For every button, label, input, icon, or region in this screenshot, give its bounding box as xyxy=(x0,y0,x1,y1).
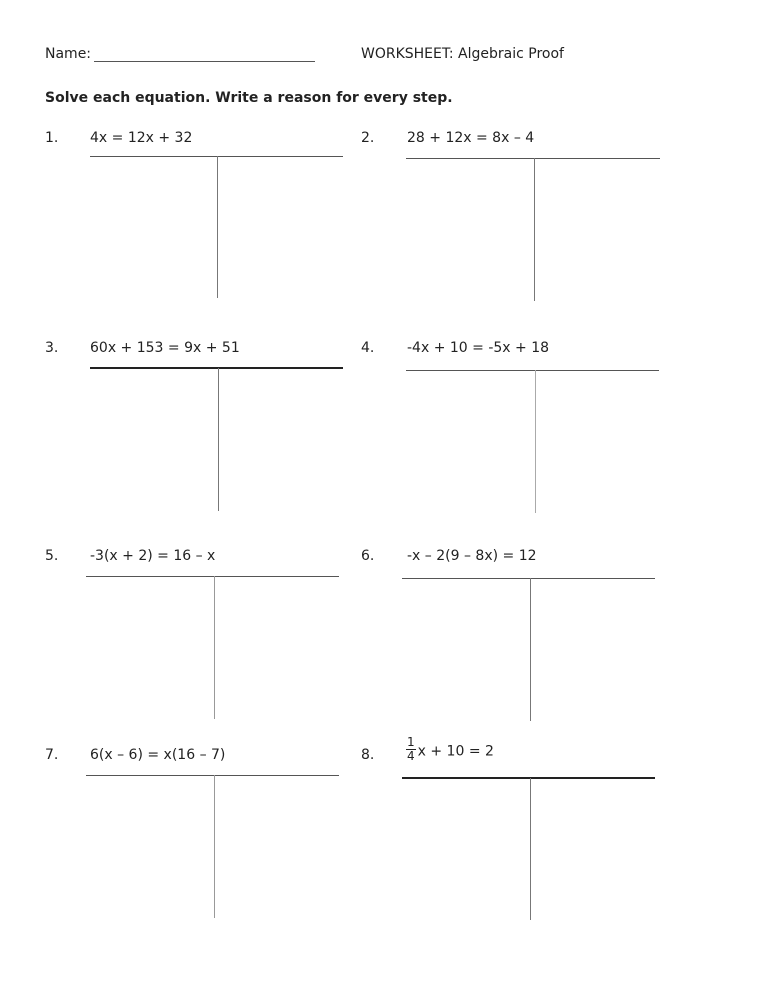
problem-number: 6. xyxy=(361,548,375,564)
reasons-column[interactable] xyxy=(216,777,339,918)
steps-column[interactable] xyxy=(406,160,533,301)
steps-column[interactable] xyxy=(402,580,529,721)
problem-number: 1. xyxy=(45,130,59,146)
t-chart-divider xyxy=(214,576,215,719)
steps-column[interactable] xyxy=(406,372,534,513)
steps-column[interactable] xyxy=(86,578,213,719)
reasons-column[interactable] xyxy=(216,578,339,719)
problem-equation: 60x + 153 = 9x + 51 xyxy=(90,340,240,356)
equation-rest: x + 10 = 2 xyxy=(417,743,494,760)
reasons-column[interactable] xyxy=(537,372,659,513)
problem-equation xyxy=(406,735,494,765)
t-chart-divider xyxy=(217,156,218,298)
t-chart-header-line xyxy=(86,775,339,776)
problem-number: 8. xyxy=(361,747,375,763)
reasons-column[interactable] xyxy=(220,370,343,511)
problem-number: 7. xyxy=(45,747,59,763)
problem-equation: 4x = 12x + 32 xyxy=(90,130,193,146)
steps-column[interactable] xyxy=(90,158,216,298)
t-chart-header-line xyxy=(406,158,660,159)
t-chart-header-line xyxy=(402,777,655,779)
t-chart-header-line xyxy=(86,576,339,577)
name-field[interactable] xyxy=(94,61,315,62)
problem-equation: -3(x + 2) = 16 – x xyxy=(90,548,216,564)
problem-number: 4. xyxy=(361,340,375,356)
fraction-numerator: 1 xyxy=(407,735,415,749)
t-chart-divider xyxy=(530,778,531,920)
t-chart-divider xyxy=(535,370,536,513)
t-chart-header-line xyxy=(402,578,655,579)
steps-column[interactable] xyxy=(86,777,213,918)
problem-equation: 6(x – 6) = x(16 – 7) xyxy=(90,747,226,763)
problem-number: 5. xyxy=(45,548,59,564)
steps-column[interactable] xyxy=(402,780,529,920)
problem-equation: 28 + 12x = 8x – 4 xyxy=(407,130,535,146)
fraction xyxy=(406,736,416,763)
t-chart-divider xyxy=(534,158,535,301)
problem-equation: -x – 2(9 – 8x) = 12 xyxy=(407,548,537,564)
reasons-column[interactable] xyxy=(219,158,343,298)
worksheet-title: WORKSHEET: Algebraic Proof xyxy=(361,46,564,62)
t-chart-divider xyxy=(218,368,219,511)
problem-number: 2. xyxy=(361,130,375,146)
name-label: Name: xyxy=(45,46,92,62)
steps-column[interactable] xyxy=(90,370,217,511)
t-chart-header-line xyxy=(90,367,343,369)
reasons-column[interactable] xyxy=(532,780,655,920)
problem-number: 3. xyxy=(45,340,59,356)
reasons-column[interactable] xyxy=(536,160,660,301)
t-chart-divider xyxy=(214,775,215,918)
t-chart-divider xyxy=(530,578,531,721)
problem-equation: -4x + 10 = -5x + 18 xyxy=(407,340,550,356)
fraction-denominator: 4 xyxy=(407,749,415,763)
reasons-column[interactable] xyxy=(532,580,655,721)
instructions: Solve each equation. Write a reason for every step. xyxy=(45,90,453,106)
t-chart-header-line xyxy=(406,370,659,371)
